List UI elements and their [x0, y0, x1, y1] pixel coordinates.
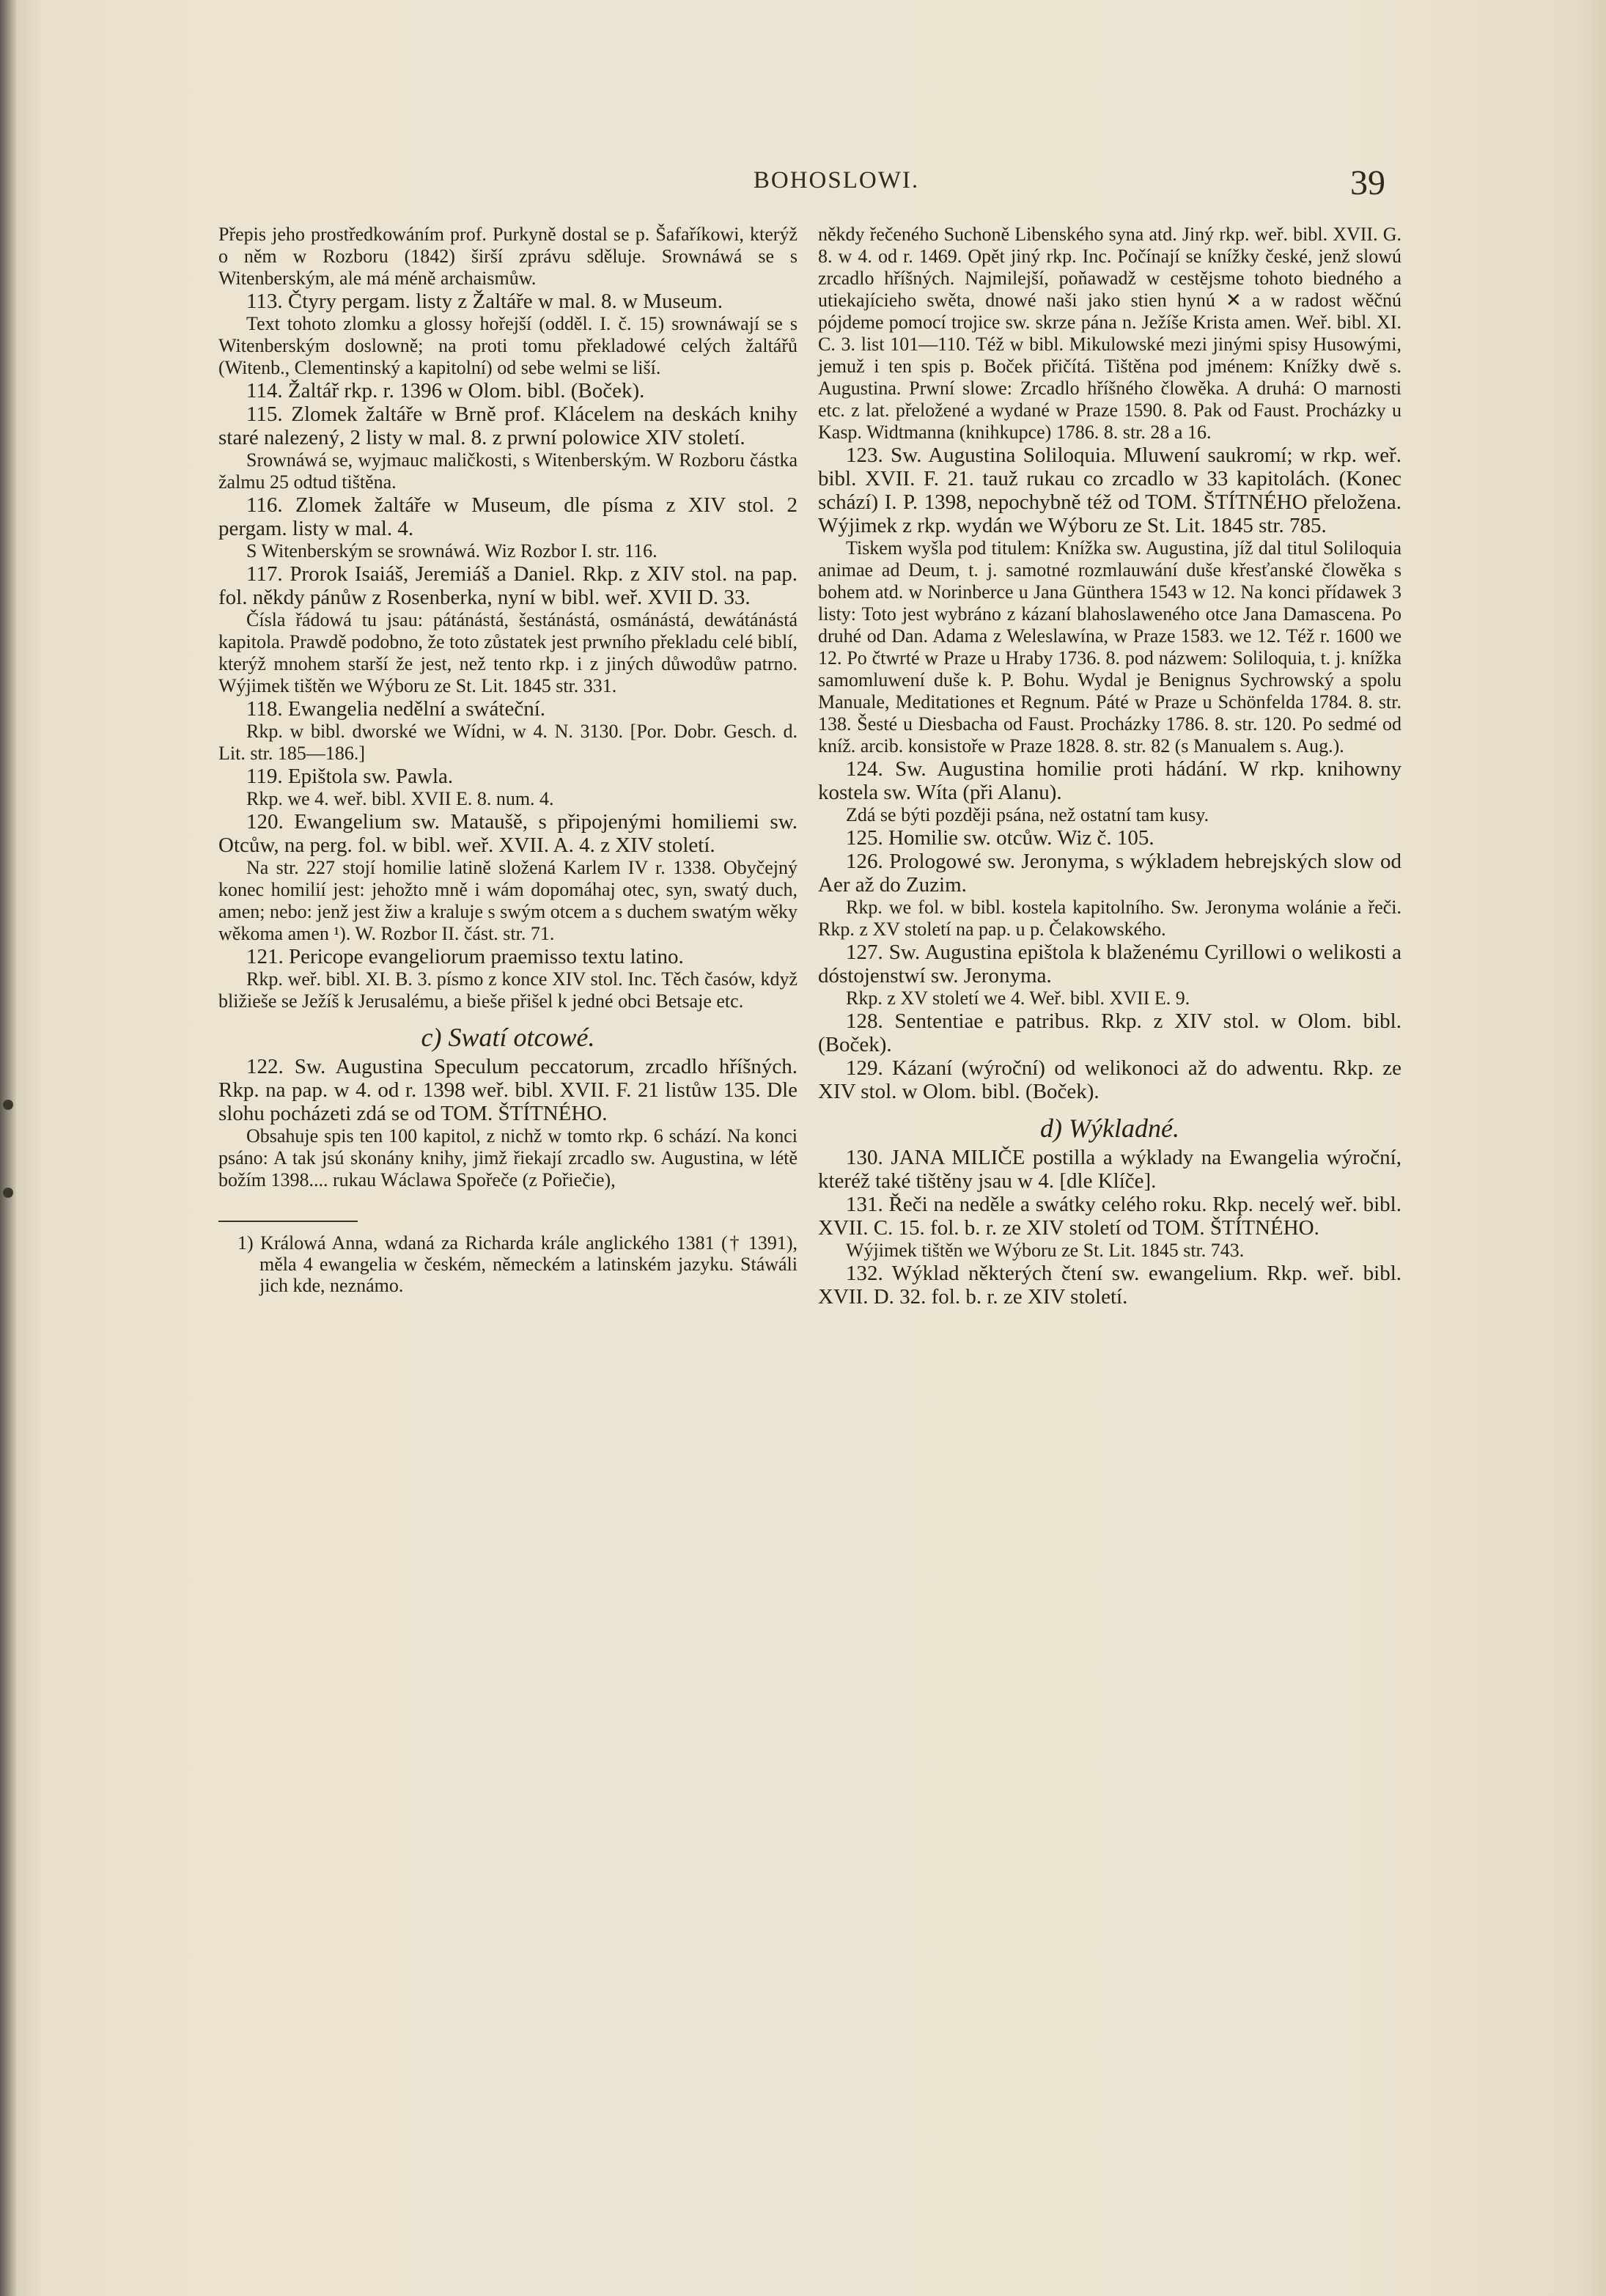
entry-115: 115. Zlomek žaltáře w Brně prof. Klácelem na deskách knihy staré nalezený, 2 listy w mal. 8. z prwní polowice XIV století.	[218, 402, 798, 449]
entry-note: Na str. 227 stojí homilie latině složená Karlem IV r. 1338. Obyčejný konec homilií jest: jehožto mně i wám dopomáhaj otec, syn, swatý duch, amen; nebo: jenž jest žiw a kraluje s swým otcem a s duchem swatým wěky wěkoma amen ¹). W. Rozbor II. část. str. 71.	[218, 857, 798, 944]
entry-note: Čísla řádowá tu jsau: pátánástá, šestánástá, osmánástá, dewátánástá kapitola. Prawdě podobno, že toto zůstatek jest prwního překladu celé biblí, kterýž mnohem starší že jest, než tento rkp. i z jiných důwodůw patrno. Wýjimek tištěn we Wýboru ze St. Lit. 1845 str. 331.	[218, 609, 798, 696]
footnote: 1) Králowá Anna, wdaná za Richarda krále anglického 1381 († 1391), měla 4 ewangelia w českém, německém a latinském jazyku. Stáwáli jich kde, neznámo.	[237, 1232, 798, 1296]
entry-note: Srownáwá se, wyjmauc maličkosti, s Witenberským. W Rozboru částka žalmu 25 odtud tištěna.	[218, 449, 798, 493]
section-heading: d) Wýkladné.	[1040, 1114, 1179, 1143]
entry-note: Text tohoto zlomku a glossy hořejší (odděl. I. č. 15) srownáwají se s Witenberským doslowně; na proti tomu překladowé celých žaltářů (Witenb., Clementinský a kapitolní) od sebe welmi se liší.	[218, 313, 798, 378]
paragraph: Přepis jeho prostředkowáním prof. Purkyně dostal se p. Šafaříkowi, kterýž o něm w Rozboru (1842) širší zprávu sděluje. Srownáwá se s Witenberským, ale má méně archaismůw.	[218, 224, 798, 289]
entry-120: 120. Ewangelium sw. Mataušě, s připojenými homiliemi sw. Otcůw, na perg. fol. w bibl. weř. XVII. A. 4. z XIV století.	[218, 810, 798, 857]
entry-130: 130. JANA MILIČE postilla a wýklady na Ewangelia wýroční, kteréž také tištěny jsau w 4. [dle Klíče].	[818, 1146, 1401, 1193]
entry-note: Wýjimek tištěn we Wýboru ze St. Lit. 1845 str. 743.	[846, 1240, 1245, 1261]
entry-119: 119. Epištola sw. Pawla.	[246, 765, 454, 788]
binding-hole	[3, 1100, 13, 1110]
entry-117: 117. Prorok Isaiáš, Jeremiáš a Daniel. Rkp. z XIV stol. na pap. fol. někdy pánůw z Rosenberka, nyní w bibl. weř. XVII D. 33.	[218, 562, 798, 609]
entry-132: 132. Wýklad některých čtení sw. ewangelium. Rkp. weř. bibl. XVII. D. 32. fol. b. r. ze XIV století.	[818, 1262, 1401, 1309]
entry-note: Rkp. we 4. weř. bibl. XVII E. 8. num. 4.	[246, 788, 554, 809]
book-spine	[0, 0, 16, 2296]
right-column	[818, 224, 1401, 1309]
entry-123: 123. Sw. Augustina Soliloquia. Mluwení saukromí; w rkp. weř. bibl. XVII. F. 21. tauž rukau co zrcadlo w 33 kapitolách. (Konec schází) I. P. 1398, nepochybně též od TOM. ŠTÍTNÉHO přeložena. Wýjimek z rkp. wydán we Wýboru ze St. Lit. 1845 str. 785.	[818, 444, 1401, 537]
entry-121: 121. Pericope evangeliorum praemisso textu latino.	[246, 945, 684, 968]
page-number: 39	[1350, 163, 1385, 202]
entry-124: 124. Sw. Augustina homilie proti hádání. W rkp. knihowny kostela sw. Wíta (při Alanu).	[818, 757, 1401, 804]
section-heading: c) Swatí otcowé.	[421, 1023, 595, 1052]
entry-129: 129. Kázaní (wýroční) od welikonoci až do adwentu. Rkp. ze XIV stol. w Olom. bibl. (Boček).	[818, 1056, 1401, 1103]
entry-113: 113. Čtyry pergam. listy z Žaltáře w mal. 8. w Museum.	[246, 290, 723, 313]
entry-127: 127. Sw. Augustina epištola k blaženému Cyrillowi o welikosti a dóstojenstwí sw. Jeronyma.	[818, 941, 1401, 987]
entry-125: 125. Homilie sw. otcůw. Wiz č. 105.	[846, 826, 1154, 850]
entry-note: Zdá se býti později psána, než ostatní tam kusy.	[846, 804, 1209, 825]
entry-131: 131. Řeči na neděle a swátky celého roku. Rkp. necelý weř. bibl. XVII. C. 15. fol. b. r. ze XIV století od TOM. ŠTÍTNÉHO.	[818, 1193, 1401, 1240]
entry-122: 122. Sw. Augustina Speculum peccatorum, zrcadlo hříšných. Rkp. na pap. w 4. od r. 1398 weř. bibl. XVII. F. 21 listůw 135. Dle slohu pocházeti zdá se od TOM. ŠTÍTNÉHO.	[218, 1055, 798, 1125]
footnote-rule	[218, 1221, 358, 1222]
entry-note: Rkp. we fol. w bibl. kostela kapitolního. Sw. Jeronyma wolánie a řeči. Rkp. z XV století na pap. u p. Čelakowského.	[818, 897, 1401, 940]
entry-114: 114. Žaltář rkp. r. 1396 w Olom. bibl. (Boček).	[246, 379, 645, 402]
entry-note: Rkp. z XV století we 4. Weř. bibl. XVII E. 9.	[846, 987, 1190, 1009]
entry-note: Rkp. w bibl. dworské we Wídni, w 4. N. 3130. [Por. Dobr. Gesch. d. Lit. str. 185—186.]	[218, 721, 798, 764]
left-column	[218, 224, 798, 1296]
entry-note: Obsahuje spis ten 100 kapitol, z nichž w tomto rkp. 6 schází. Na konci psáno: A tak jsú skonány knihy, jimž řiekají zrcadlo sw. Augustina, w létě božím 1398.... rukau Wáclawa Spořeče (z Pořiečie),	[218, 1125, 798, 1191]
entry-note: Tiskem wyšla pod titulem: Knížka sw. Augustina, jíž dal titul Soliloquia animae ad Deum, t. j. samotné rozmlauwání duše křesťanské člowěka s bohem atd. w Norinberce u Jana Günthera 1543 w 12. Na konci přídawek 3 listy: Toto jest wybráno z kázaní blahoslaweného otce Jana Damascena. Po druhé od Dan. Adama z Weleslawína, w Praze 1583. we 12. Též r. 1600 we 12. Po čtwrté w Praze u Hraby 1736. 8. pod názwem: Soliloquia, t. j. knížka samomluwení duše k. P. Bohu. Wydal je Benignus Sychrowský a spolu Manuale, Meditationes et Regnum. Páté w Praze u Schönfelda 1784. 8. str. 138. Šesté u Diesbacha od Faust. Procházky 1786. 8. str. 120. Po sedmé od kníž. arcib. konsistoře w Praze 1828. 8. str. 82 (s Manualem s. Aug.).	[818, 537, 1401, 757]
entry-note: Rkp. weř. bibl. XI. B. 3. písmo z konce XIV stol. Inc. Těch časów, když bližieše se Ježíš k Jerusalému, a bieše přišel k jedné obci Betsaje etc.	[218, 968, 798, 1012]
entry-116: 116. Zlomek žaltáře w Museum, dle písma z XIV stol. 2 pergam. listy w mal. 4.	[218, 493, 798, 540]
entry-note: S Witenberským se srownáwá. Wiz Rozbor I. str. 116.	[246, 540, 657, 562]
binding-hole	[3, 1188, 13, 1198]
paragraph: někdy řečeného Suchoně Libenského syna atd. Jiný rkp. weř. bibl. XVII. G. 8. w 4. od r. 1469. Opět jiný rkp. Inc. Počínají se knížky české, jenž slowú zrcadlo hříšných. Najmilejší, poňawadž w cestějsme tohoto biedného a utiekajícieho swěta, dnowé naši jako stien hynú ✕ a w radost wěčnú pójdeme pomocí trojice sw. skrze pána n. Ježíše Krista amen. Weř. bibl. XI. C. 3. list 101—110. Též w bibl. Mikulowské mezi jinými spisy Husowými, jemuž i ten spis p. Boček přičítá. Tištěna pod jménem: Knížky dwě s. Augustina. Prwní slowe: Zrcadlo hříšného člowěka. A druhá: O marnosti etc. z lat. přeložené a wydané w Praze 1590. 8. Pak od Faust. Procházky u Kasp. Widtmanna (knihkupce) 1786. 8. str. 28 a 16.	[818, 224, 1401, 443]
running-header: BOHOSLOWI.	[753, 167, 920, 194]
entry-126: 126. Prologowé sw. Jeronyma, s wýkladem hebrejských slow od Aer až do Zuzim.	[818, 850, 1401, 897]
entry-128: 128. Sententiae e patribus. Rkp. z XIV stol. w Olom. bibl. (Boček).	[818, 1009, 1401, 1056]
entry-118: 118. Ewangelia nedělní a swáteční.	[246, 697, 545, 721]
